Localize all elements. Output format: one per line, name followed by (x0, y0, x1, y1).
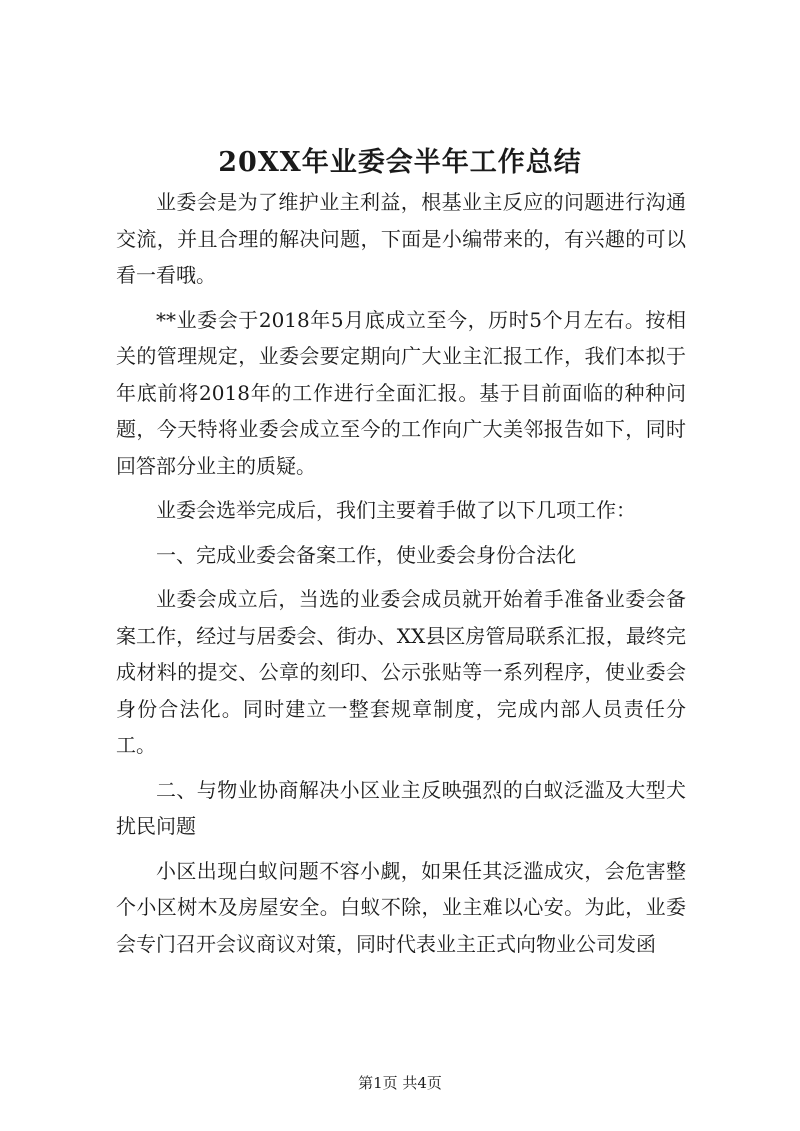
paragraph-work-list-intro: 业委会选举完成后，我们主要着手做了以下几项工作： (156, 498, 636, 522)
paragraph-overview: **业委会于2018年5月底成立至今，历时5个月左右。按相关的管理规定，业委会要定期向广大业主汇报工作，我们本拟于年底前将2018年的工作进行全面汇报。基于目前面临的种种问题，今天特将业委会成立至今的工作向广大美邻报告如下，同时回答部分业主的质疑。 (116, 307, 686, 478)
paragraph-intro: 业委会是为了维护业主利益，根基业主反应的问题进行沟通交流，并且合理的解决问题，下面是小编带来的，有兴趣的可以看一看哦。 (116, 190, 686, 287)
paragraph-section-1: 业委会成立后，当选的业委会成员就开始着手准备业委会备案工作，经过与居委会、街办、XX县区房管局联系汇报，最终完成材料的提交、公章的刻印、公示张贴等一系列程序，使业委会身份合法化。同时建立一整套规章制度，完成内部人员责任分工。 (116, 587, 686, 757)
section-heading-2: 二、与物业协商解决小区业主反映强烈的白蚁泛滥及大型犬扰民问题 (116, 777, 686, 838)
page-footer: 第1页 共4页 (358, 1074, 442, 1092)
section-heading-1: 一、完成业委会备案工作，使业委会身份合法化 (156, 542, 576, 567)
paragraph-section-2: 小区出现白蚁问题不容小觑，如果任其泛滥成灾，会危害整个小区树木及房屋安全。白蚁不除，业主难以心安。为此，业委会专门召开会议商议对策，同时代表业主正式向物业公司发函 (116, 858, 686, 956)
document-body (116, 184, 686, 970)
document-title: 20XX年业委会半年工作总结 (218, 147, 582, 178)
